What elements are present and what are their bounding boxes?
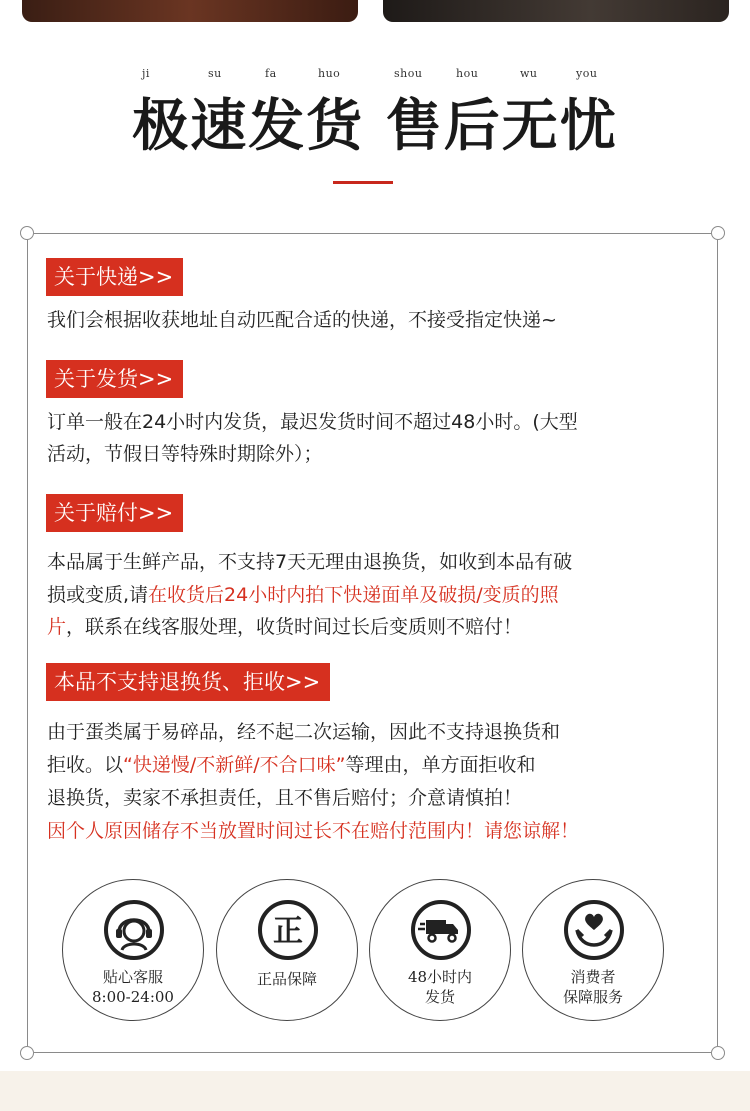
pinyin-ji: ji — [142, 67, 150, 80]
pinyin-shou: shou — [394, 67, 423, 80]
pinyin-huo: huo — [318, 67, 341, 80]
noreturn-text-warning: 因个人原因储存不当放置时间过长不在赔付范围内！请您谅解！ — [47, 820, 580, 842]
compensation-text-line2 — [47, 579, 559, 611]
compensation-text-line1: 本品属于生鲜产品，不支持7天无理由退换货，如收到本品有破 — [47, 551, 573, 573]
shipping-text-line2: 活动，节假日等特殊时期除外）； — [47, 443, 323, 465]
noreturn-text-line3: 退换货，卖家不承担责任，且不售后赔付；介意请慎拍！ — [47, 787, 523, 809]
frame-corner — [711, 1046, 725, 1060]
badge-label: 消费者 — [570, 968, 616, 986]
frame-corner — [20, 226, 34, 240]
frame-corner — [20, 1046, 34, 1060]
badge-label: 正品保障 — [256, 970, 317, 988]
badge-label: 保障服务 — [562, 988, 623, 1006]
compensation-text-highlight: 片 — [47, 616, 67, 638]
badge-label: 48小时内 — [407, 968, 473, 986]
noreturn-text-highlight: “快递慢/不新鲜/不合口味” — [123, 754, 346, 776]
compensation-text-line3 — [47, 611, 522, 643]
genuine-icon — [258, 900, 318, 960]
noreturn-text-plain: 等理由，单方面拒收和 — [345, 754, 536, 776]
express-text: 我们会根据收获地址自动匹配合适的快递，不接受指定快递~ — [47, 309, 557, 331]
title-pinyin — [0, 67, 750, 83]
noreturn-text-plain: 拒收。以 — [47, 754, 124, 776]
badge-genuine — [216, 879, 358, 1021]
noreturn-text-line1: 由于蛋类属于易碎品，经不起二次运输，因此不支持退换货和 — [47, 721, 561, 743]
badge-label: 8:00-24:00 — [92, 988, 174, 1006]
compensation-text-plain: 损或变质,请 — [47, 584, 149, 606]
top-product-photo-right — [383, 0, 729, 22]
consumer-protection-icon — [564, 900, 624, 960]
section-tag-compensation: 关于赔付>> — [46, 494, 183, 532]
badge-consumer-protection — [522, 879, 664, 1021]
pinyin-hou: hou — [456, 67, 479, 80]
noreturn-text-line2 — [47, 749, 536, 781]
frame-corner — [711, 226, 725, 240]
customer-service-icon — [104, 900, 164, 960]
top-product-photo-left — [22, 0, 358, 22]
compensation-text-plain: ，联系在线客服处理，收货时间过长后变质则不赔付！ — [66, 616, 523, 638]
shipping-text-line1: 订单一般在24小时内发货，最迟发货时间不超过48小时。(大型 — [47, 411, 578, 433]
section-tag-express: 关于快递>> — [46, 258, 183, 296]
pinyin-fa: fa — [265, 67, 277, 80]
page-title: 极速发货 售后无忧 — [132, 93, 618, 159]
section-tag-no-return: 本品不支持退换货、拒收>> — [46, 663, 330, 701]
pinyin-you: you — [576, 67, 598, 80]
pinyin-su: su — [208, 67, 222, 80]
genuine-glyph: 正 — [273, 914, 303, 949]
section-tag-shipping: 关于发货>> — [46, 360, 183, 398]
pinyin-wu: wu — [520, 67, 538, 80]
badge-customer-service — [62, 879, 204, 1021]
delivery-truck-icon — [411, 900, 471, 960]
bottom-band — [0, 1071, 750, 1111]
badge-label: 贴心客服 — [102, 968, 163, 986]
badge-48h-shipping — [369, 879, 511, 1021]
badge-label: 发货 — [424, 988, 455, 1006]
title-divider — [333, 181, 393, 184]
compensation-text-highlight: 在收货后24小时内拍下快递面单及破损/变质的照 — [148, 584, 559, 606]
